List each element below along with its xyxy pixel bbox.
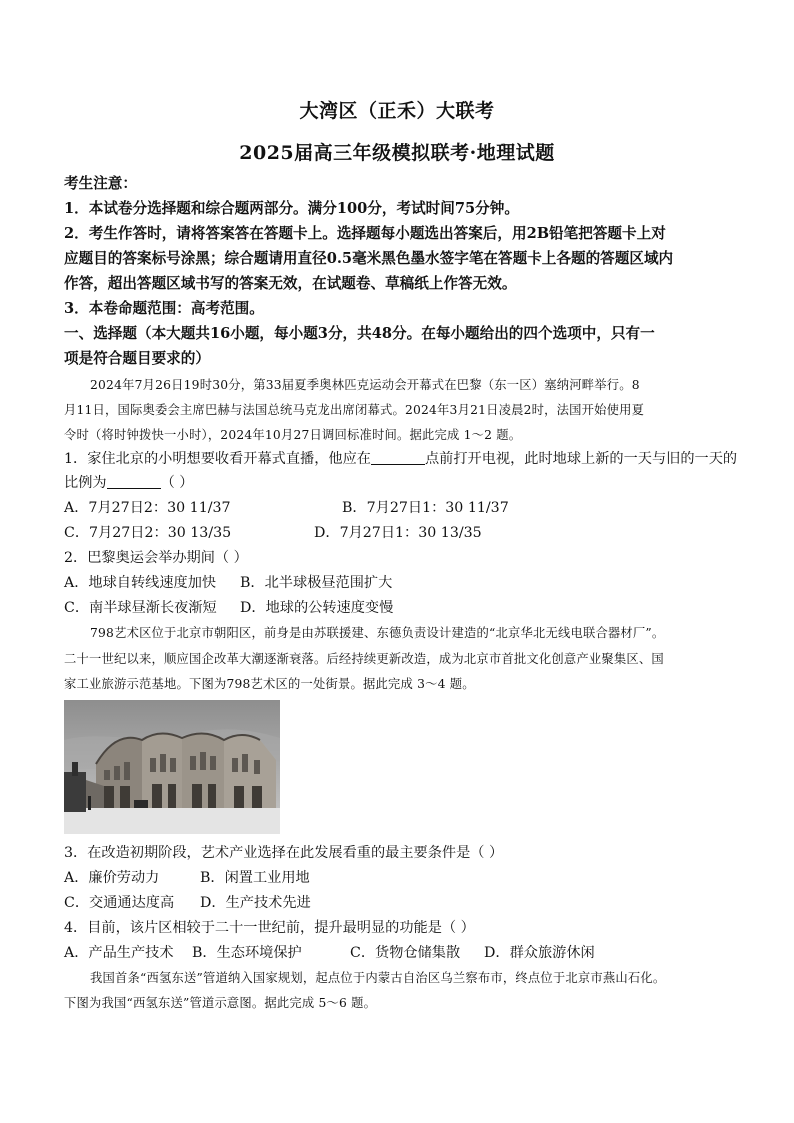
q4-option-b: B．生态环境保护 [192, 945, 302, 961]
q3-option-b: B．闲置工业用地 [200, 870, 310, 886]
q2-option-d: D．地球的公转速度变慢 [240, 600, 394, 616]
question-1-stem-cont [64, 473, 744, 493]
passage2-line3: 家工业旅游示范基地。下图为798艺术区的一处街景。据此完成 3～4 题。 [64, 677, 475, 691]
q4-option-d: D．群众旅游休闲 [484, 945, 595, 961]
exam-subtitle: 2025届高三年级模拟联考·地理试题 [239, 142, 555, 164]
q2-option-a: A．地球自转线速度加快 [64, 575, 217, 591]
notice-item-1: 1．本试卷分选择题和综合题两部分。满分100分，考试时间75分钟。 [64, 200, 519, 217]
question-1-stem-b: 点前打开电视，此时地球上新的一天与旧的一天的 [424, 451, 738, 467]
exam-title: 大湾区（正禾）大联考 [299, 100, 495, 122]
question-1-stem-a: 1．家住北京的小明想要收看开幕式直播，他应在 [64, 451, 371, 467]
q3-option-a: A．廉价劳动力 [64, 870, 160, 886]
q1-option-c: C．7月27日2：30 13/35 [64, 525, 232, 541]
answer-blank-2 [107, 474, 161, 489]
notice-heading: 考生注意： [64, 175, 137, 192]
q4-option-c: C．货物仓储集散 [350, 945, 461, 961]
notice-item-2-line1: 2．考生作答时，请将答案答在答题卡上。选择题每小题选出答案后，用2B铅笔把答题卡上对 [64, 225, 666, 242]
q3-option-c: C．交通通达度高 [64, 895, 175, 911]
question-4-stem: 4．目前，该片区相较于二十一世纪前，提升最明显的功能是（ ） [64, 920, 475, 936]
passage1-line3: 令时（将时钟拨快一小时），2024年10月27日调回标准时间。据此完成 1～2 题。 [64, 428, 522, 442]
passage3-line1: 我国首条“西氢东送”管道纳入国家规划，起点位于内蒙古自治区乌兰察布市，终点位于北京市燕山石化。 [90, 971, 666, 985]
q1-option-d: D．7月27日1：30 13/35 [314, 525, 482, 541]
section-heading-line1: 一、选择题（本大题共16小题，每小题3分，共48分。在每小题给出的四个选项中，只有一 [64, 325, 655, 342]
notice-item-2-line2: 应题目的答案标号涂黑；综合题请用直径0.5毫米黑色墨水签字笔在答题卡上各题的答题区域内 [64, 250, 674, 267]
question-1-stem [64, 449, 744, 469]
question-1-stem-d: （ ） [160, 475, 194, 491]
passage2-line2: 二十一世纪以来，顺应国企改革大潮逐渐衰落。后经持续更新改造，成为北京市首批文化创意产业聚集区、国 [64, 652, 664, 666]
notice-item-3: 3．本卷命题范围：高考范围。 [64, 300, 264, 317]
answer-blank [371, 450, 425, 465]
section-heading-line2: 项是符合题目要求的） [64, 350, 210, 367]
798-art-district-photo [64, 700, 280, 834]
q2-option-b: B．北半球极昼范围扩大 [240, 575, 393, 591]
passage2-line1: 798艺术区位于北京市朝阳区，前身是由苏联援建、东德负责设计建造的“北京华北无线电联合器材厂”。 [90, 626, 665, 640]
q1-option-a: A．7月27日2：30 11/37 [64, 500, 231, 516]
question-3-stem: 3．在改造初期阶段，艺术产业选择在此发展看重的最主要条件是（ ） [64, 845, 504, 861]
q3-option-d: D．生产技术先进 [200, 895, 311, 911]
question-1-stem-c: 比例为 [64, 475, 107, 491]
passage1-line2: 月11日，国际奥委会主席巴赫与法国总统马克龙出席闭幕式。2024年3月21日凌晨2时，法国开始使用夏 [64, 403, 645, 417]
passage1-line1: 2024年7月26日19时30分，第33届夏季奥林匹克运动会开幕式在巴黎（东一区）塞纳河畔举行。8 [90, 378, 640, 392]
notice-item-2-line3: 作答，超出答题区域书写的答案无效，在试题卷、草稿纸上作答无效。 [64, 275, 517, 292]
q2-option-c: C．南半球昼渐长夜渐短 [64, 600, 217, 616]
q1-option-b: B．7月27日1：30 11/37 [342, 500, 509, 516]
question-2-stem: 2．巴黎奥运会举办期间（ ） [64, 550, 248, 566]
q4-option-a: A．产品生产技术 [64, 945, 174, 961]
passage3-line2: 下图为我国“西氢东送”管道示意图。据此完成 5～6 题。 [64, 996, 377, 1010]
